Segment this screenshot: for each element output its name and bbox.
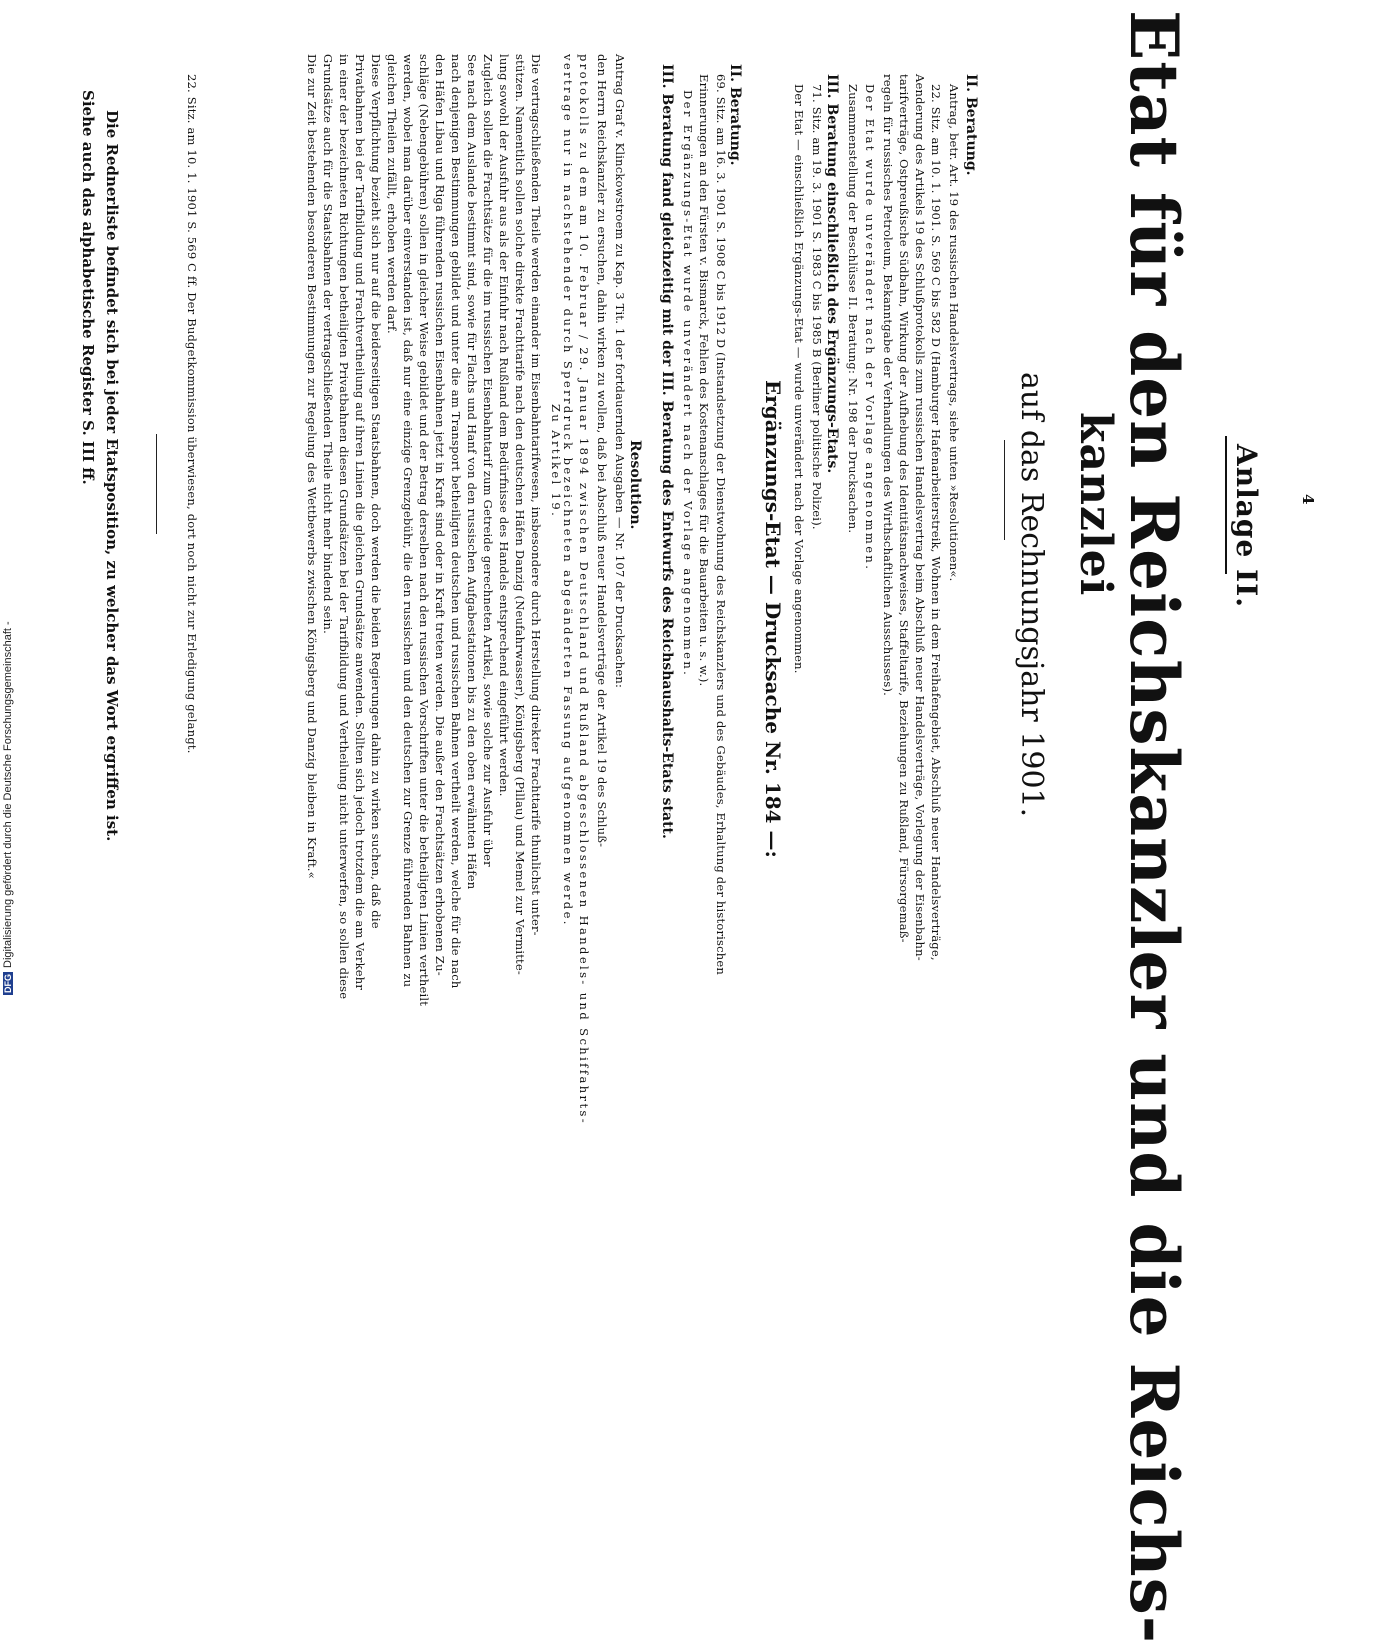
document-title-line2: kanzlei xyxy=(1070,412,1121,597)
resolution-heading: Resolution. xyxy=(627,440,643,530)
resolution-line: den Herrn Reichskanzler zu ersuchen, dahin wirken zu wollen, daß bei Abschluß neuer Handelsverträge der Artikel 19 des Schluß- xyxy=(595,54,609,848)
ergaenzungs-etat-heading: Ergänzungs-Etat — Drucksache Nr. 184 —: xyxy=(761,380,785,858)
section-heading-ii-beratung-erg: II. Beratung. xyxy=(727,64,743,166)
page-number: 4 xyxy=(1299,494,1317,505)
divider xyxy=(1004,440,1005,540)
artikel-line: Grundsätze auch für die Staatsbahnen der vertragschließenden Theile nicht mehr bindend sein. xyxy=(321,54,335,635)
artikel-line: nach denjenigen Bestimmungen gebildet und unter die am Transport betheiligten deutschen und russischen Bahnen vertheilt werden, welche für die nach xyxy=(449,54,463,989)
artikel-line: See nach dem Auslande bestimmt sind, sowie für Flachs und Hanf von den russischen Aufgabestationen bis zu den oben erwähnten Häfen xyxy=(465,54,479,890)
artikel-line: Die zur Zeit bestehenden besonderen Bestimmungen zur Regelung des Wettbewerbs zwischen Königsberg und Danzig bleiben in Kraft.« xyxy=(305,54,319,879)
result-line: Der Ergänzungs-Etat wurde unverändert nach der Vorlage angenommen. xyxy=(681,90,695,678)
result-line: Der Etat — einschließlich Ergänzungs-Etat — wurde unverändert nach der Vorlage angenommen. xyxy=(792,84,806,674)
resolution-line: vertrage nur in nachstehender durch Sperrdruck bezeichneten abgeänderten Fassung aufgenommen werde. xyxy=(561,54,575,927)
footer-note: Die Rednerliste befindet sich bei jeder Etatsposition, zu welcher das Wort ergriffen ist. xyxy=(103,110,121,842)
section-heading-ii-beratung: II. Beratung. xyxy=(963,74,979,176)
sitzung-line: regeln für russisches Petroleum, Bekanntgabe der Verhandlungen des Wirthschaftlichen Ausschusses). xyxy=(881,74,895,696)
footer-note: Siehe auch das alphabetische Register S. III ff. xyxy=(79,90,97,485)
artikel-line: gleichen Theilen zufällt, erhoben werden darf. xyxy=(385,54,399,334)
artikel-heading: Zu Artikel 19. xyxy=(549,404,563,519)
artikel-line: Privatbahnen bei der Tarifbildung und Frachtvertheilung auf ihren Linien die gleichen Grundsätze anwenden. Sollten sich jedoch trotzdem die am Verkehr xyxy=(353,54,367,991)
sitzung-line: 69. Sitz. am 16. 3. 1901 S. 1908 C bis 1912 D (Instandsetzung der Dienstwohnung des Reichskanzlers und des Gebäudes, Erhaltung der historischen xyxy=(714,74,728,975)
resolution-line: protokolls zu dem am 10. Februar / 29. Januar 1894 zwischen Deutschland und Rußland abgeschlossenen Handels- und Schiffahrts- xyxy=(577,54,591,1126)
artikel-line: Die vertragschließenden Theile werden einander im Eisenbahntarifwesen, insbesondere durch Herstellung direkter Frachttarife thunlichst unter- xyxy=(529,54,543,936)
resolution-line: Antrag Graf v. Klinckowstroem zu Kap. 3 Tit. 1 der fortdauernden Ausgaben — Nr. 107 der Drucksachen: xyxy=(613,54,627,689)
artikel-line: den Häfen Libau und Riga führenden russischen Eisenbahnen jetzt in Kraft sind oder in Kraft treten werden. Die außer den Frachtsätzen erhobenen Zu- xyxy=(433,54,447,976)
artikel-line: werden, wobei man darüber einverstanden ist, daß nur eine einzige Grenzgebühr, die den russischen und den deutschen zur Grenze führenden Bahnen zu xyxy=(401,54,415,988)
sitzung-line: 71. Sitz. am 19. 3. 1901 S. 1983 C bis 1985 B (Berliner politische Polizei). xyxy=(810,84,824,530)
zusammenstellung-line: Zusammenstellung der Beschlüsse II. Beratung: Nr. 198 der Drucksachen. xyxy=(846,84,860,534)
artikel-line: stützen. Namentlich sollen solche direkte Frachttarife nach den deutschen Häfen Danzig (Neufahrwasser), Königsberg (Pillau) und Memel zur Vermitte- xyxy=(513,54,527,975)
artikel-line: lung sowohl der Ausfuhr aus als der Einfuhr nach Rußland dem Bedürfnisse des Handels entsprechend eingeführt werden. xyxy=(497,54,511,797)
artikel-line: schläge (Nebengebühren) sollen in gleicher Weise gebildet und der Betrag derselben nach den russischen Vorschriften unter die betheiligten Linien vertheilt xyxy=(417,54,431,1007)
dfg-logo-icon: DFG xyxy=(3,974,13,993)
section-heading-iii-beratung: III. Beratung einschließlich des Ergänzungs-Etats. xyxy=(824,74,840,474)
sitzung-line: tarifverträge, Ostpreußische Südbahn, Wirkung der Aufhebung des Identitätsnachweises, Staffeltarife, Beziehungen zu Rußland, Fürsorgemaß- xyxy=(897,74,911,943)
divider xyxy=(156,434,157,534)
document-subtitle: auf das Rechnungsjahr 1901. xyxy=(1014,372,1049,818)
anlage-underline xyxy=(1225,436,1227,574)
artikel-line: in einer der bezeichneten Richtungen betheiligten Privatbahnen diesen Grundsätzen bei der Tarifbildung und Vertheilung nicht unterwerfen, so sollen diese xyxy=(337,54,351,1000)
sitzung-line: 22. Sitz. am 10. 1. 1901 S. 569 C ff. Der Budgetkommission überwiesen, dort noch nicht zur Erledigung gelangt. xyxy=(185,74,199,754)
section-heading-iii-beratung-erg: III. Beratung fand gleichzeitig mit der III. Beratung des Entwurfs des Reichshaushalts-Etats statt. xyxy=(659,64,675,839)
digitisation-credit xyxy=(2,621,14,995)
document-title-line1: Etat für den Reichskanzler und die Reichs- xyxy=(1115,10,1193,1644)
sitzung-line: 22. Sitz. am 10. 1. 1901. S. 569 C bis 582 D (Hamburger Hafenarbeiterstreik, Wohnen in dem Freihafengebiet, Abschluß neuer Handelsverträge, xyxy=(929,84,943,961)
sitzung-line: Erinnerungen an den Fürsten v. Bismarck, Fehlen des Kostenanschlages für die Bauarbeiten u. s. w.). xyxy=(697,74,711,687)
antrag-line: Antrag, betr. Art. 19 des russischen Handelsvertrags, siehe unten »Resolutionen«. xyxy=(947,84,961,582)
credit-text: Digitalisierung gefördert durch die Deutsche Forschungsgemeinschaft - xyxy=(2,621,14,968)
sitzung-line: Aenderung des Artikels 19 des Schlußprotokolls zum russischen Handelsvertrag beim Abschluß neuer Handelsverträge, Vorlegung der Eisenbahn- xyxy=(913,74,927,961)
result-line: Der Etat wurde unverändert nach der Vorlage angenommen. xyxy=(863,84,877,572)
artikel-line: Diese Verpflichtung bezieht sich nur auf die beiderseitigen Staatsbahnen, doch werden die beiden Regierungen dahin zu wirken suchen, daß die xyxy=(369,54,383,929)
anlage-heading: Anlage II. xyxy=(1230,444,1263,608)
artikel-line: Zugleich sollen die Frachtsätze für die im russischen Eisenbahntarif zum Getreide gerechneten Artikel, sowie solche zur Ausfuhr über xyxy=(481,54,495,867)
